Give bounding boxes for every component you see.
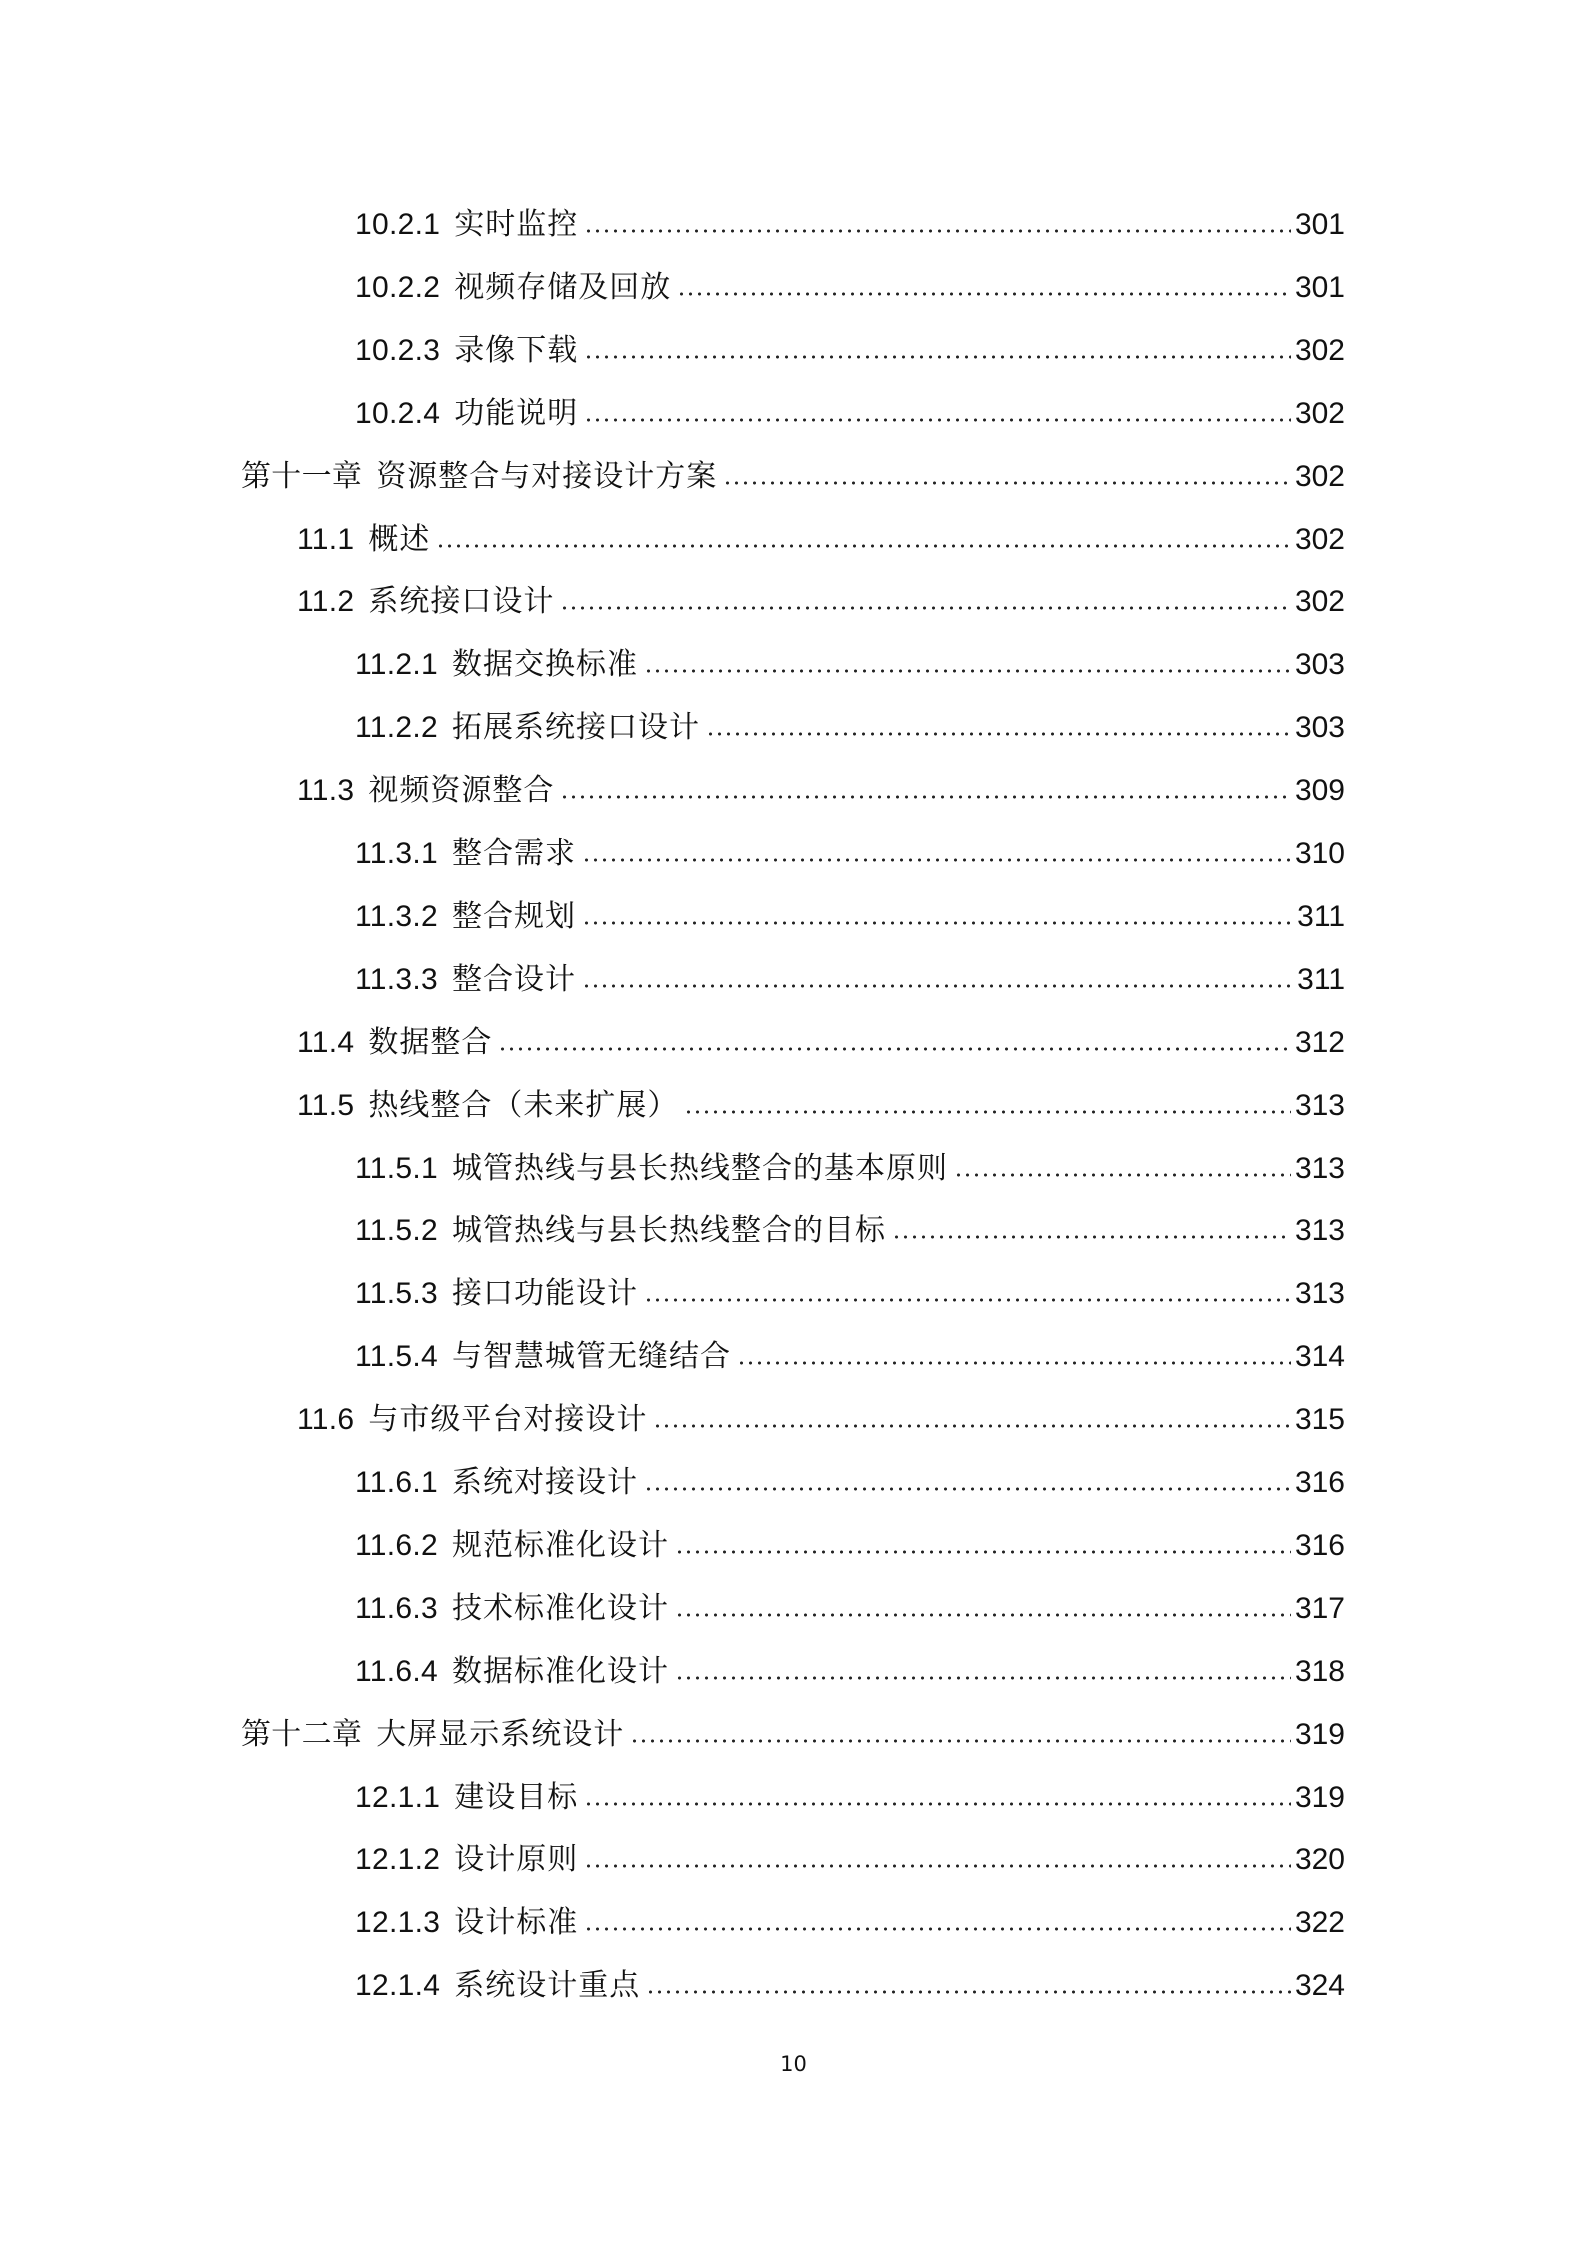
toc-entry-title: 数据标准化设计	[451, 1654, 669, 1688]
toc-entry-title: 建设目标	[454, 1780, 579, 1814]
toc-entry-title: 拓展系统接口设计	[451, 711, 700, 745]
toc-entry-page: 302	[1294, 459, 1345, 493]
toc-entry-page: 303	[1294, 648, 1345, 682]
toc-entry-page: 301	[1294, 270, 1345, 304]
toc-entry-number: 11.1	[297, 522, 355, 556]
toc-entry-title: 设计标准	[454, 1906, 579, 1940]
toc-entry[interactable]	[355, 1838, 1345, 1882]
toc-entry-page: 310	[1294, 837, 1345, 870]
dot-leader	[582, 857, 1291, 863]
dot-leader	[436, 543, 1291, 549]
toc-entry-page: 313	[1294, 1088, 1345, 1122]
toc-entry[interactable]	[297, 1021, 1345, 1065]
toc-entry-title: 城管热线与县长热线整合的基本原则	[451, 1151, 948, 1185]
toc-entry-number: 11.6.3	[355, 1591, 438, 1625]
toc-entry[interactable]	[355, 266, 1345, 310]
toc-entry-title: 规范标准化设计	[451, 1528, 669, 1562]
dot-leader	[646, 1989, 1291, 1995]
toc-entry-number: 11.4	[297, 1025, 355, 1059]
toc-entry-number: 11.2	[297, 585, 355, 619]
toc-entry-page: 316	[1294, 1466, 1345, 1499]
toc-entry-number: 12.1.2	[355, 1843, 441, 1877]
toc-entry-title: 视频资源整合	[368, 774, 555, 808]
toc-entry-page: 319	[1294, 1717, 1345, 1751]
toc-entry[interactable]	[297, 518, 1345, 562]
toc-entry-title: 系统设计重点	[454, 1969, 641, 2003]
toc-entry-page: 302	[1294, 396, 1345, 430]
dot-leader	[706, 731, 1291, 737]
toc-entry-number: 第十一章	[241, 459, 363, 493]
toc-entry[interactable]	[297, 580, 1345, 624]
dot-leader	[644, 668, 1291, 674]
dot-leader	[653, 1423, 1291, 1429]
toc-entry[interactable]	[355, 1776, 1345, 1820]
dot-leader	[675, 1612, 1291, 1618]
toc-entry-number: 11.6	[297, 1403, 355, 1437]
toc-entry[interactable]	[355, 1272, 1345, 1316]
toc-entry[interactable]	[355, 1335, 1345, 1379]
toc-entry[interactable]	[355, 1209, 1345, 1253]
dot-leader	[582, 920, 1293, 926]
toc-entry[interactable]	[355, 1587, 1345, 1631]
toc-entry-title: 录像下载	[454, 333, 579, 367]
toc-entry-title: 实时监控	[454, 208, 579, 241]
toc-entry[interactable]	[355, 1147, 1345, 1191]
toc-entry-title: 大屏显示系统设计	[376, 1717, 625, 1751]
toc-entry-page: 309	[1294, 774, 1345, 808]
toc-entry-number: 12.1.3	[355, 1906, 441, 1940]
toc-entry[interactable]	[355, 392, 1345, 436]
dot-leader	[723, 480, 1291, 486]
dot-leader	[584, 1863, 1291, 1869]
toc-entry-title: 数据整合	[368, 1025, 493, 1059]
toc-entry[interactable]	[355, 706, 1345, 750]
dot-leader	[584, 1801, 1291, 1807]
toc-entry-page: 302	[1294, 585, 1345, 619]
toc-entry-number: 11.6.2	[355, 1528, 438, 1562]
toc-entry-title: 整合设计	[451, 962, 576, 996]
toc-entry-page: 311	[1297, 899, 1345, 933]
page-number: 10	[780, 2052, 807, 2076]
toc-entry[interactable]	[297, 769, 1345, 813]
toc-entry-number: 12.1.1	[355, 1780, 441, 1814]
toc-entry-title: 设计原则	[454, 1843, 579, 1877]
dot-leader	[644, 1297, 1291, 1303]
dot-leader	[560, 794, 1291, 800]
toc-entry-number: 11.3.3	[355, 962, 438, 996]
toc-entry-number: 11.3	[297, 774, 355, 808]
dot-leader	[584, 417, 1291, 423]
toc-entry-page: 324	[1294, 1969, 1345, 2003]
toc-entry[interactable]	[355, 1524, 1345, 1568]
toc-entry-title: 数据交换标准	[451, 648, 638, 682]
dot-leader	[954, 1172, 1291, 1178]
toc-entry[interactable]	[355, 1901, 1345, 1945]
toc-entry-number: 11.5	[297, 1088, 355, 1122]
toc-entry-page: 311	[1297, 962, 1345, 996]
toc-entry-number: 11.5.4	[355, 1340, 438, 1374]
toc-entry[interactable]	[355, 643, 1345, 687]
dot-leader	[675, 1675, 1291, 1681]
toc-entry-page: 302	[1294, 333, 1345, 367]
toc-entry-number: 10.2.4	[355, 396, 441, 430]
toc-entry-number: 11.2.1	[355, 648, 438, 682]
toc-entry-number: 10.2.1	[355, 208, 441, 241]
toc-entry-title: 系统接口设计	[368, 585, 555, 619]
toc-entry-page: 313	[1294, 1277, 1345, 1311]
toc-entry[interactable]	[297, 1398, 1345, 1442]
toc-entry-number: 12.1.4	[355, 1969, 441, 2003]
dot-leader	[644, 1486, 1291, 1492]
toc-entry-title: 系统对接设计	[451, 1466, 638, 1499]
dot-leader	[584, 1926, 1291, 1932]
toc-entry-number: 11.5.1	[355, 1151, 438, 1185]
toc-entry-number: 第十二章	[241, 1717, 363, 1751]
toc-entry-page: 301	[1294, 208, 1345, 241]
toc-entry[interactable]	[355, 1650, 1345, 1694]
toc-entry[interactable]	[355, 1964, 1345, 2008]
toc-entry-page: 313	[1294, 1214, 1345, 1248]
toc-entry[interactable]	[355, 1461, 1345, 1505]
toc-entry[interactable]	[297, 1084, 1345, 1128]
toc-entry-number: 11.3.2	[355, 899, 438, 933]
dot-leader	[560, 605, 1291, 611]
dot-leader	[737, 1360, 1291, 1366]
toc-entry-page: 319	[1294, 1780, 1345, 1814]
toc-entry-page: 316	[1294, 1528, 1345, 1562]
toc-entry-title: 技术标准化设计	[451, 1591, 669, 1625]
toc-entry[interactable]	[355, 958, 1345, 1002]
toc-entry[interactable]	[355, 832, 1345, 876]
toc-entry-number: 11.3.1	[355, 837, 438, 870]
toc-entry-title: 功能说明	[454, 396, 579, 430]
dot-leader	[630, 1738, 1291, 1744]
toc-entry[interactable]	[355, 329, 1345, 373]
toc-entry-number: 10.2.2	[355, 270, 441, 304]
toc-entry-page: 318	[1294, 1654, 1345, 1688]
toc-entry-title: 热线整合（未来扩展）	[368, 1088, 679, 1122]
toc-entry-title: 城管热线与县长热线整合的目标	[451, 1214, 886, 1248]
toc-entry-page: 303	[1294, 711, 1345, 745]
toc-entry[interactable]	[355, 203, 1345, 247]
toc-entry-title: 视频存储及回放	[454, 270, 672, 304]
toc-entry-number: 11.6.4	[355, 1654, 438, 1688]
toc-entry-number: 11.2.2	[355, 711, 438, 745]
dot-leader	[684, 1109, 1291, 1115]
toc-entry-title: 整合规划	[451, 899, 576, 933]
toc-entry-page: 314	[1294, 1340, 1345, 1374]
toc-entry-title: 接口功能设计	[451, 1277, 638, 1311]
toc-chapter-entry[interactable]	[241, 455, 1345, 499]
toc-entry-page: 315	[1294, 1403, 1345, 1437]
dot-leader	[892, 1234, 1291, 1240]
toc-entry-page: 317	[1294, 1591, 1345, 1625]
toc-entry-page: 313	[1294, 1151, 1345, 1185]
toc-entry-title: 整合需求	[451, 837, 576, 870]
toc-entry-page: 302	[1294, 522, 1345, 556]
toc-entry-title: 与智慧城管无缝结合	[451, 1340, 731, 1374]
toc-entry-number: 11.6.1	[355, 1466, 438, 1499]
toc-entry[interactable]	[355, 895, 1345, 939]
toc-entry-title: 资源整合与对接设计方案	[376, 459, 718, 493]
dot-leader	[582, 983, 1293, 989]
toc-entry-page: 320	[1294, 1843, 1345, 1877]
toc-entry-title: 概述	[368, 522, 431, 556]
toc-entry-number: 10.2.3	[355, 333, 441, 367]
toc-entry-title: 与市级平台对接设计	[368, 1403, 648, 1437]
dot-leader	[584, 354, 1291, 360]
toc-entry-number: 11.5.2	[355, 1214, 438, 1248]
toc-entry-number: 11.5.3	[355, 1277, 438, 1311]
dot-leader	[677, 291, 1291, 297]
dot-leader	[584, 228, 1291, 234]
dot-leader	[675, 1549, 1291, 1555]
page-footer	[0, 2052, 1587, 2076]
toc-entry-page: 312	[1294, 1025, 1345, 1059]
toc-chapter-entry[interactable]	[241, 1713, 1345, 1757]
dot-leader	[498, 1046, 1291, 1052]
toc-entry-page: 322	[1294, 1906, 1345, 1940]
